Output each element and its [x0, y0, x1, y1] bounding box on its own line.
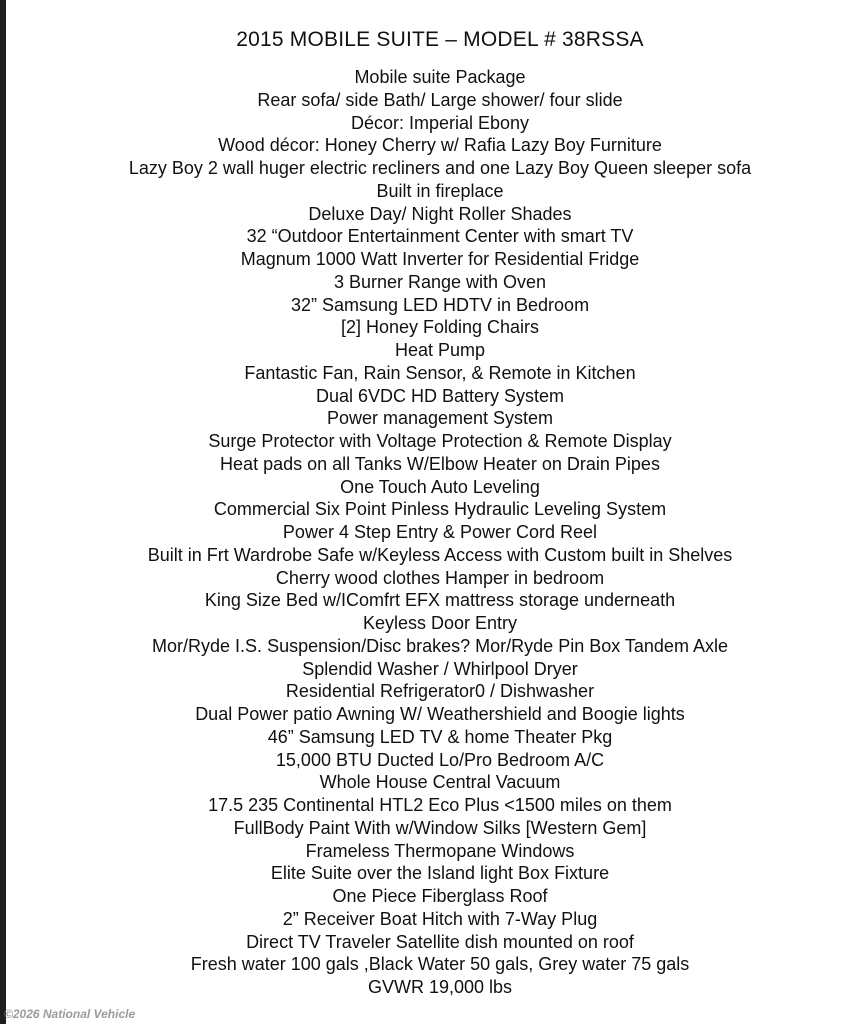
feature-item: Dual 6VDC HD Battery System: [315, 385, 565, 406]
feature-item: Fantastic Fan, Rain Sensor, & Remote in Kitchen: [244, 362, 636, 383]
feature-item: Elite Suite over the Island light Box Fixture: [270, 863, 610, 884]
feature-item: Wood décor: Honey Cherry w/ Rafia Lazy Boy Furniture: [218, 135, 662, 156]
feature-item: FullBody Paint With w/Window Silks [Western Gem]: [233, 817, 647, 838]
feature-item: [2] Honey Folding Chairs: [340, 317, 540, 338]
feature-item: Surge Protector with Voltage Protection & Remote Display: [208, 431, 672, 451]
feature-item: Fresh water 100 gals ,Black Water 50 gals, Grey water 75 gals: [190, 954, 690, 975]
feature-item: Direct TV Traveler Satellite dish mounted on roof: [246, 931, 634, 952]
feature-item: Keyless Door Entry: [362, 613, 518, 633]
feature-item: One Piece Fiberglass Roof: [332, 886, 548, 906]
feature-item: Power management System: [326, 408, 554, 429]
feature-item: Deluxe Day/ Night Roller Shades: [308, 203, 572, 224]
feature-item: Commercial Six Point Pinless Hydraulic Leveling System: [213, 499, 667, 520]
feature-item: Magnum 1000 Watt Inverter for Residential Fridge: [240, 249, 640, 269]
feature-item: Frameless Thermopane Windows: [305, 840, 575, 861]
spec-sheet: [10, 0, 850, 1024]
feature-item: Cherry wood clothes Hamper in bedroom: [275, 567, 605, 588]
feature-item: Heat Pump: [394, 340, 486, 360]
feature-item: 2” Receiver Boat Hitch with 7-Way Plug: [282, 908, 598, 929]
feature-item: Rear sofa/ side Bath/ Large shower/ four slide: [257, 89, 623, 110]
feature-item: 32 “Outdoor Entertainment Center with smart TV: [246, 226, 634, 247]
feature-item: Whole House Central Vacuum: [319, 772, 561, 793]
feature-item: Built in Frt Wardrobe Safe w/Keyless Access with Custom built in Shelves: [147, 544, 733, 565]
feature-list: [10, 66, 856, 999]
feature-item: Mor/Ryde I.S. Suspension/Disc brakes? Mor/Ryde Pin Box Tandem Axle: [152, 635, 728, 656]
feature-item: Heat pads on all Tanks W/Elbow Heater on Drain Pipes: [220, 453, 660, 474]
feature-item: 32” Samsung LED HDTV in Bedroom: [290, 294, 590, 315]
feature-item: Mobile suite Package: [354, 67, 526, 87]
feature-item: Power 4 Step Entry & Power Cord Reel: [282, 522, 598, 542]
feature-item: Lazy Boy 2 wall huger electric recliners and one Lazy Boy Queen sleeper sofa: [128, 158, 752, 178]
feature-item: Built in fireplace: [376, 180, 504, 201]
feature-item: 46” Samsung LED TV & home Theater Pkg: [267, 726, 613, 747]
feature-item: Splendid Washer / Whirlpool Dryer: [302, 658, 578, 679]
feature-item: King Size Bed w/IComfrt EFX mattress storage underneath: [204, 590, 676, 611]
feature-item: 3 Burner Range with Oven: [333, 271, 547, 292]
document-title: 2015 MOBILE SUITE – MODEL # 38RSSA: [236, 28, 644, 51]
feature-item: 15,000 BTU Ducted Lo/Pro Bedroom A/C: [275, 749, 605, 770]
feature-item: Dual Power patio Awning W/ Weathershield and Boogie lights: [195, 704, 685, 724]
feature-item: GVWR 19,000 lbs: [367, 977, 513, 997]
feature-item: 17.5 235 Continental HTL2 Eco Plus <1500 miles on them: [208, 795, 672, 815]
left-edge-border: [0, 0, 6, 1024]
feature-item: One Touch Auto Leveling: [340, 476, 540, 497]
copyright-watermark: ©2026 National Vehicle: [4, 1007, 136, 1021]
feature-item: Décor: Imperial Ebony: [350, 112, 530, 133]
feature-item: Residential Refrigerator0 / Dishwasher: [285, 681, 595, 702]
